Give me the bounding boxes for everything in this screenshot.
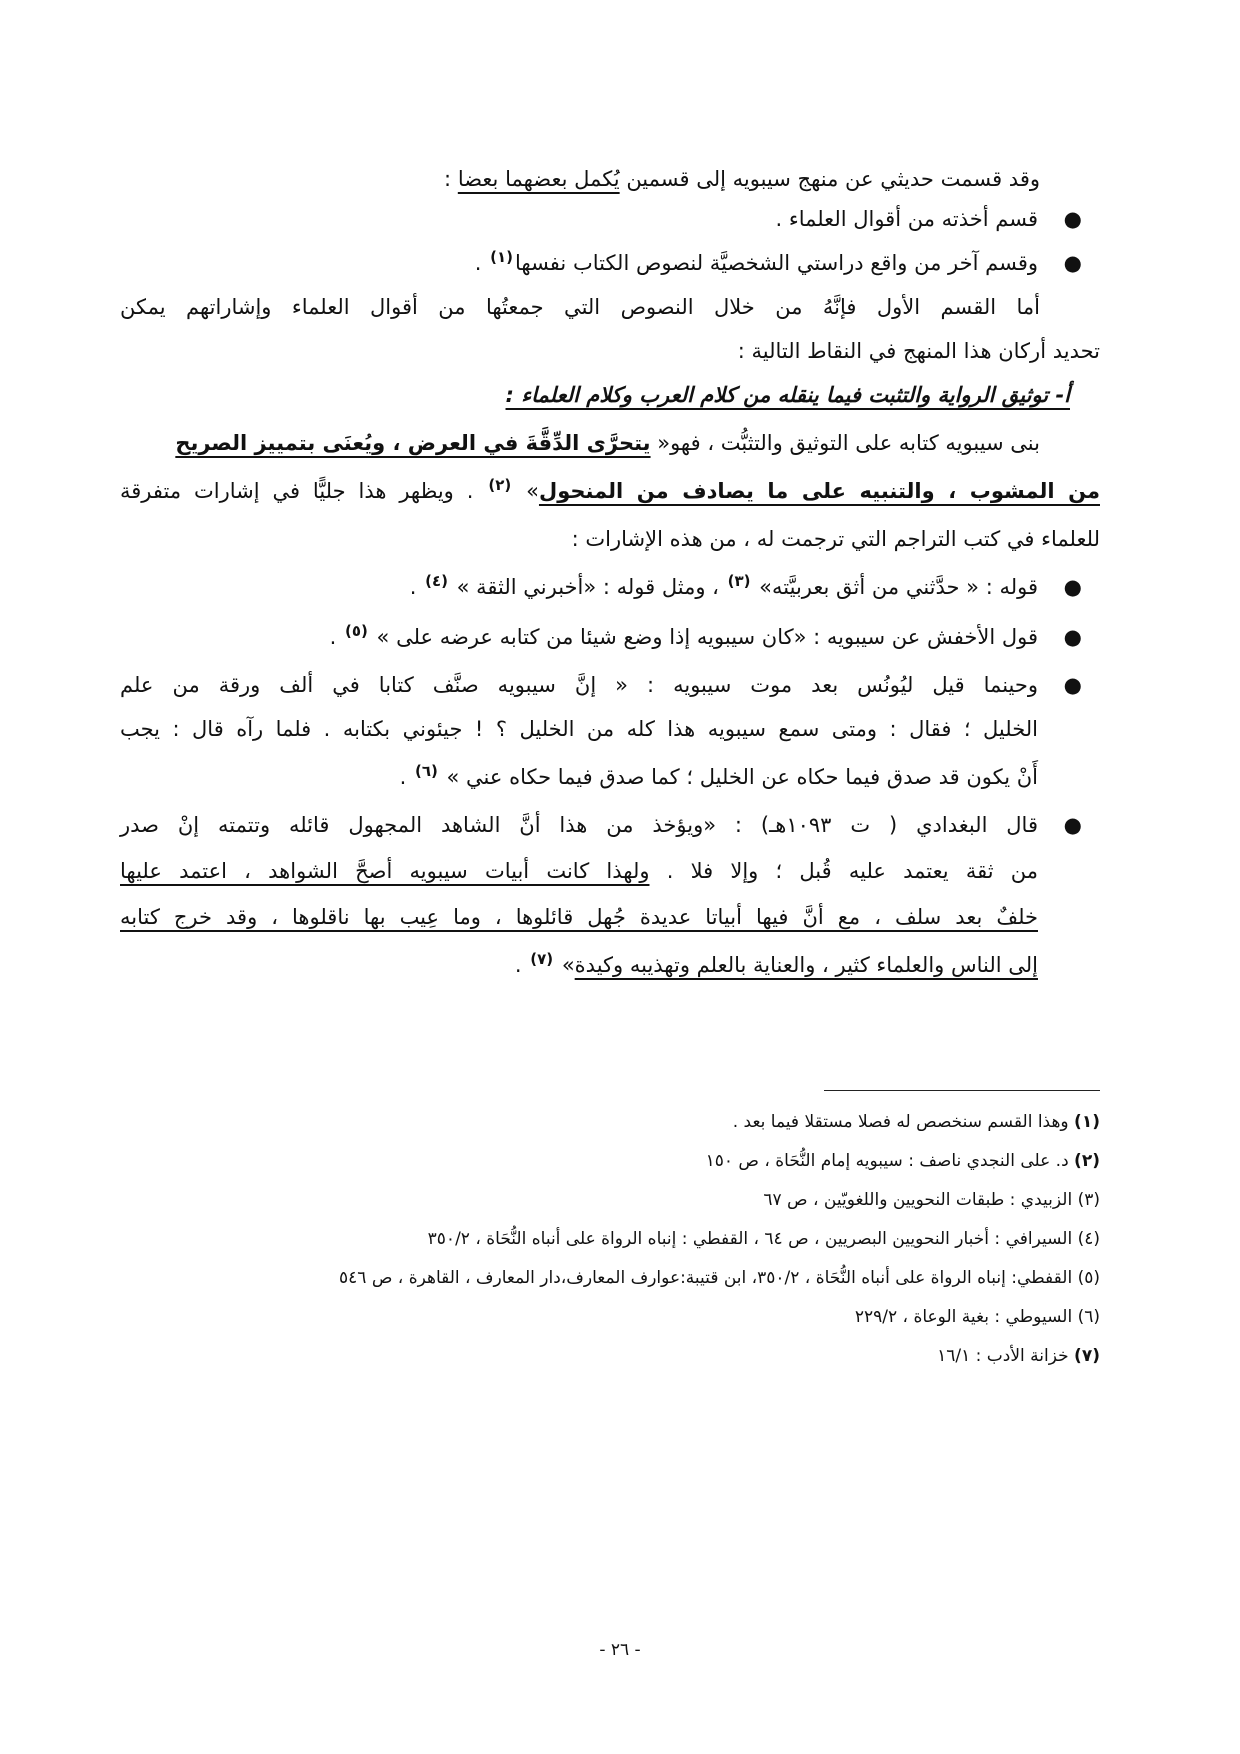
footnote-text: السيوطي : بغية الوعاة ، ٢٢٩/٢ xyxy=(854,1307,1078,1327)
footnote-5 xyxy=(339,1268,1100,1288)
bullet-end: . xyxy=(409,575,424,599)
footnote-number: (٦) xyxy=(1077,1307,1100,1327)
intro-line xyxy=(444,158,1040,200)
footnote-separator xyxy=(824,1090,1100,1091)
para2-line2 xyxy=(120,470,1100,512)
bullet-underlined: إلى الناس والعلماء كثير ، والعناية بالعلم وتهذيبه وكيدة xyxy=(574,953,1038,977)
para2-line3: للعلماء في كتب التراجم التي ترجمت له ، من هذه الإشارات : xyxy=(571,527,1100,551)
para2-text: بنى سيبويه كتابه على التوثيق والتثبُّت ، فهو« xyxy=(650,431,1040,455)
footnote-ref-7[interactable]: (٧) xyxy=(530,950,554,968)
bullet-text-cont: ، ومثل قوله : «أخبرني الثقة » xyxy=(449,575,726,599)
quote-close: » xyxy=(555,953,575,977)
bullet-item-5-line3 xyxy=(400,756,1038,798)
footnote-1 xyxy=(733,1112,1100,1132)
footnote-3 xyxy=(763,1190,1100,1210)
bullet-item-6-line1 xyxy=(120,804,1100,846)
intro-end: : xyxy=(444,167,458,191)
bullet-item-6-line3: خلفٌ بعد سلف ، مع أنَّ فيها أبياتا عديدة جُهل قائلوها ، وما عِيب بها ناقلوها ، وقد خرج كتابه xyxy=(120,905,1038,929)
bullet-end: . xyxy=(399,765,413,789)
bullet-item-2 xyxy=(475,242,1100,284)
bullet-icon: ● xyxy=(1063,207,1082,231)
bullet-text: قسم أخذته من أقوال العلماء . xyxy=(775,207,1038,231)
footnote-number: (٧) xyxy=(1074,1346,1100,1366)
bullet-item-5-line2: الخليل ؛ فقال : ومتى سمع سيبويه هذا كله من الخليل ؟ ! جيئوني بكتابه . فلما رآه قال : يجب xyxy=(120,717,1038,741)
bullet-end: . xyxy=(474,251,489,275)
bullet-text: من ثقة يعتمد عليه قُبل ؛ وإلا فلا . xyxy=(649,859,1038,883)
bullet-icon: ● xyxy=(1063,673,1082,697)
page-number: - ٢٦ - xyxy=(599,1640,641,1660)
footnote-text: وهذا القسم سنخصص له فصلا مستقلا فيما بعد . xyxy=(732,1112,1075,1132)
bullet-item-5-line1 xyxy=(120,664,1100,706)
footnote-number: (١) xyxy=(1074,1112,1100,1132)
quote-close: » xyxy=(513,479,539,503)
footnote-ref-2[interactable]: (٢) xyxy=(488,476,512,494)
footnote-ref-6[interactable]: (٦) xyxy=(414,762,438,780)
para1-line1: أما القسم الأول فإنَّهُ من خلال النصوص التي جمعتُها من أقوال العلماء وإشاراتهم يمكن xyxy=(120,295,1040,319)
footnote-ref-4[interactable]: (٤) xyxy=(425,572,448,590)
footnote-text: د. على النجدي ناصف : سيبويه إمام النُّحَاة ، ص ١٥٠ xyxy=(705,1151,1075,1171)
para2-quote: يتحرَّى الدِّقَّةَ في العرض ، ويُعنَى بتمييز الصريح xyxy=(175,431,651,455)
footnote-text: السيرافي : أخبار النحويين البصريين ، ص ٦٤ ، القفطي : إنباه الرواة على أنباه النُّحَاة ، ٣٥٠/٢ xyxy=(427,1229,1078,1249)
bullet-end: . xyxy=(514,953,529,977)
bullet-icon: ● xyxy=(1063,813,1082,837)
bullet-icon: ● xyxy=(1063,625,1082,649)
footnote-4 xyxy=(428,1229,1100,1249)
bullet-text: أَنْ يكون قد صدق فيما حكاه عن الخليل ؛ كما صدق فيما حكاه عني » xyxy=(439,765,1038,789)
bullet-text: وقسم آخر من واقع دراستي الشخصيَّة لنصوص الكتاب نفسها xyxy=(514,251,1038,275)
footnote-number: (٤) xyxy=(1077,1229,1100,1249)
intro-underlined: يُكمل بعضهما بعضا xyxy=(457,167,620,191)
footnote-2 xyxy=(706,1151,1100,1171)
bullet-item-4 xyxy=(330,616,1100,658)
footnote-number: (٥) xyxy=(1077,1268,1100,1288)
footnote-text: القفطي: إنباه الرواة على أنباه النُّحَاة ، ٣٥٠/٢، ابن قتيبة:عوارف المعارف،دار المعارف ، القاهرة ، ص ٥٤٦ xyxy=(339,1268,1078,1288)
bullet-icon: ● xyxy=(1063,251,1082,275)
footnote-ref-5[interactable]: (٥) xyxy=(345,622,368,640)
bullet-text: قول الأخفش عن سيبويه : «كان سيبويه إذا وضع شيئا من كتابه عرضه على » xyxy=(369,625,1038,649)
bullet-item-6-line2 xyxy=(120,850,1038,892)
para2-quote-cont: من المشوب ، والتنبيه على ما يصادف من المنحول xyxy=(538,479,1100,503)
para2-line1 xyxy=(175,422,1040,464)
intro-text: وقد قسمت حديثي عن منهج سيبويه إلى قسمين xyxy=(619,167,1040,191)
footnote-number: (٢) xyxy=(1074,1151,1100,1171)
footnote-number: (٣) xyxy=(1077,1190,1100,1210)
bullet-underlined: ولهذا كانت أبيات سيبويه أصحَّ الشواهد ، اعتمد عليها xyxy=(120,859,650,883)
bullet-text: قال البغدادي ( ت ١٠٩٣هـ) : «ويؤخذ من هذا أنَّ الشاهد المجهول قائله وتتمته إنْ صدر xyxy=(120,813,1038,837)
bullet-item-3 xyxy=(410,566,1100,608)
para2-text-cont: . ويظهر هذا جليًّا في إشارات متفرقة xyxy=(120,479,487,503)
bullet-end: . xyxy=(329,625,343,649)
footnote-6 xyxy=(855,1307,1100,1327)
footnote-ref-1[interactable]: (١) xyxy=(490,248,513,266)
bullet-text: قوله : « حدَّثني من أثق بعربيَّته» xyxy=(752,575,1038,599)
bullet-item-1 xyxy=(775,198,1100,240)
footnote-ref-3[interactable]: (٣) xyxy=(727,572,751,590)
footnote-text: خزانة الأدب : ١٦/١ xyxy=(937,1346,1075,1366)
bullet-icon: ● xyxy=(1063,575,1082,599)
bullet-text: وحينما قيل ليُونُس بعد موت سيبويه : « إنَّ سيبويه صنَّف كتابا في ألف ورقة من علم xyxy=(120,673,1038,697)
section-heading: أ- توثيق الرواية والتثبت فيما ينقله من كلام العرب وكلام العلماء : xyxy=(505,383,1070,407)
footnote-7 xyxy=(937,1346,1100,1366)
bullet-item-6-line4 xyxy=(515,944,1038,986)
para1-line2: تحديد أركان هذا المنهج في النقاط التالية : xyxy=(737,339,1100,363)
footnote-text: الزبيدي : طبقات النحويين واللغويّين ، ص ٦٧ xyxy=(763,1190,1078,1210)
